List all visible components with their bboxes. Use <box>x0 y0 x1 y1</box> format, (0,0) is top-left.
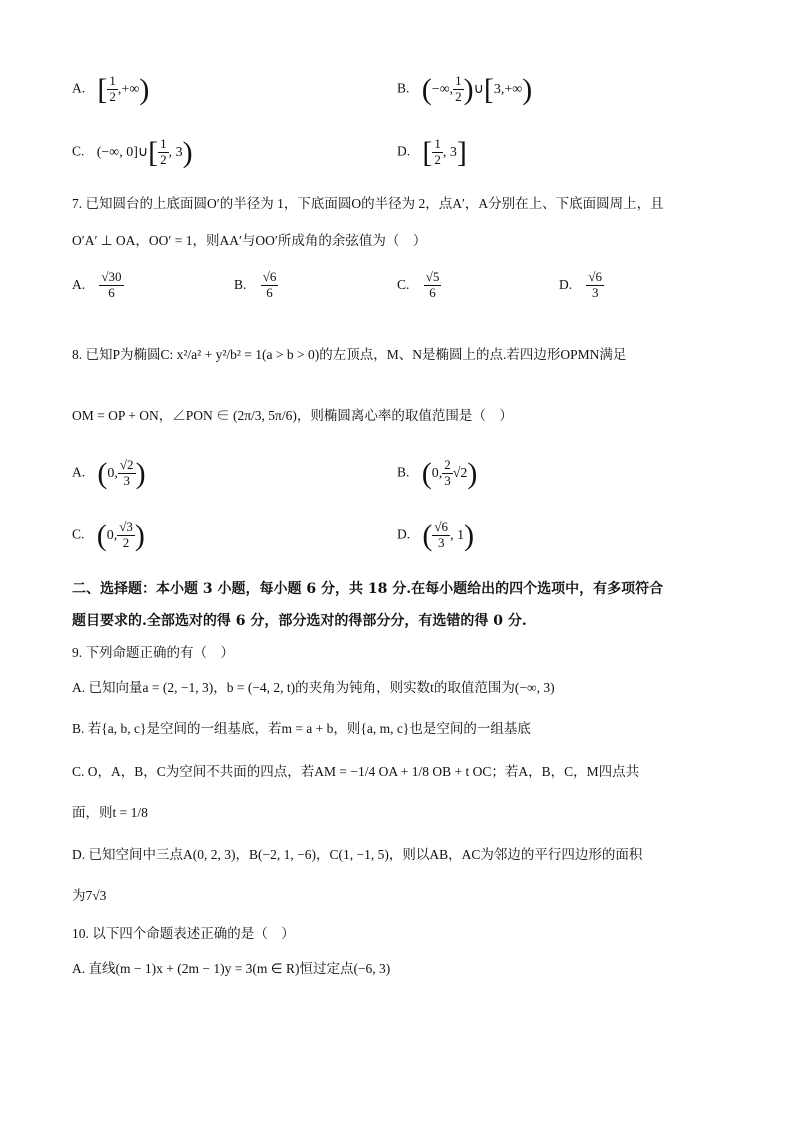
q8-stem-line2: OM = OP + ON，∠PON ∈ (2π/3, 5π/6)，则椭圆离心率的取值范围是（ ） <box>72 408 513 423</box>
q7-stem-line2: O′A′ ⊥ OA，OO′ = 1，则AA′与OO′所成角的余弦值为（ ） <box>72 233 427 248</box>
q10-stem: 10. 以下四个命题表述正确的是（ ） <box>72 926 295 941</box>
option-label: A. <box>72 276 86 292</box>
q9-option-c-line1: C. O，A，B，C为空间不共面的四点，若AM = −1/4 OA + 1/8 OB + t OC；若A，B，C，M四点共 <box>72 764 640 779</box>
option-expression: (0, $\frac{√2}{3}$ ) <box>97 456 146 490</box>
q8-option-c <box>72 520 145 551</box>
section-heading-line1: 二、选择题：本小题 3 小题，每小题 6 分，共 18 分.在每小题给出的四个选项中，有多项符合 <box>72 581 664 597</box>
option-label: D. <box>559 276 573 292</box>
q7-option-b <box>234 270 278 301</box>
q7-option-d <box>559 270 604 301</box>
q7-stem-line1: 7. 已知圆台的上底面圆O′的半径为 1，下底面圆O的半径为 2，点A′，A分别在上、下底面圆周上，且 <box>72 196 664 211</box>
option-label: A. <box>72 80 86 96</box>
q8-option-a <box>72 458 146 489</box>
option-expression: ( $\frac{√6}{3}$ , 1) <box>422 518 475 552</box>
option-expression: (0, $\frac{2}{3}$ √2) <box>421 456 478 490</box>
q9-option-c-line2: 面，则t = 1/8 <box>72 805 148 820</box>
q10-option-a: A. 直线(m − 1)x + (2m − 1)y = 3(m ∈ R)恒过定点(−6, 3) <box>72 961 391 976</box>
option-expression: [ $\frac{1}{2}$ ,+∞) <box>97 72 150 106</box>
q9-option-a: A. 已知向量a = (2, −1, 3)，b = (−4, 2, t)的夹角为钝角，则实数t的取值范围为(−∞, 3) <box>72 680 555 695</box>
q6-option-d <box>397 137 467 168</box>
q9-option-d-line1: D. 已知空间中三点A(0, 2, 3)，B(−2, 1, −6)，C(1, −1, 5)，则以AB，AC为邻边的平行四边形的面积 <box>72 847 643 862</box>
option-label: D. <box>397 526 411 542</box>
q8-option-b <box>397 458 477 489</box>
q6-option-a <box>72 74 149 105</box>
option-expression: $\frac{√5}{6}$ <box>425 269 440 300</box>
q7-option-a <box>72 270 124 301</box>
option-expression: (0, $\frac{√3}{2}$ ) <box>96 518 145 552</box>
q9-option-d-line2: 为7√3 <box>72 888 107 903</box>
option-label: B. <box>397 80 410 96</box>
q9-option-b: B. 若{a, b, c}是空间的一组基底，若m = a + b，则{a, m, c}也是空间的一组基底 <box>72 721 531 736</box>
option-label: C. <box>72 143 85 159</box>
option-label: B. <box>234 276 247 292</box>
q9-stem: 9. 下列命题正确的有（ ） <box>72 645 234 660</box>
q6-option-b <box>397 74 532 105</box>
option-label: C. <box>397 276 410 292</box>
option-label: A. <box>72 464 86 480</box>
q7-option-c <box>397 270 441 301</box>
q8-option-d <box>397 520 474 551</box>
option-expression: (−∞, $\frac{1}{2}$ )∪[3,+∞) <box>421 72 533 106</box>
q6-option-c <box>72 137 193 168</box>
option-expression: $\frac{√30}{6}$ <box>101 269 122 300</box>
option-label: C. <box>72 526 85 542</box>
option-expression: $\frac{√6}{6}$ <box>262 269 277 300</box>
option-label: D. <box>397 143 411 159</box>
option-expression: (−∞, 0]∪[ $\frac{1}{2}$ , 3) <box>96 135 193 169</box>
q8-stem-line1: 8. 已知P为椭圆C: x²/a² + y²/b² = 1(a > b > 0)的左顶点，M、N是椭圆上的点.若四边形OPMN满足 <box>72 347 627 362</box>
option-expression: $\frac{√6}{3}$ <box>588 269 603 300</box>
option-label: B. <box>397 464 410 480</box>
option-expression: [ $\frac{1}{2}$ , 3] <box>422 135 467 169</box>
section-heading-line2: 题目要求的.全部选对的得 6 分，部分选对的得部分分，有选错的得 0 分. <box>72 613 527 629</box>
